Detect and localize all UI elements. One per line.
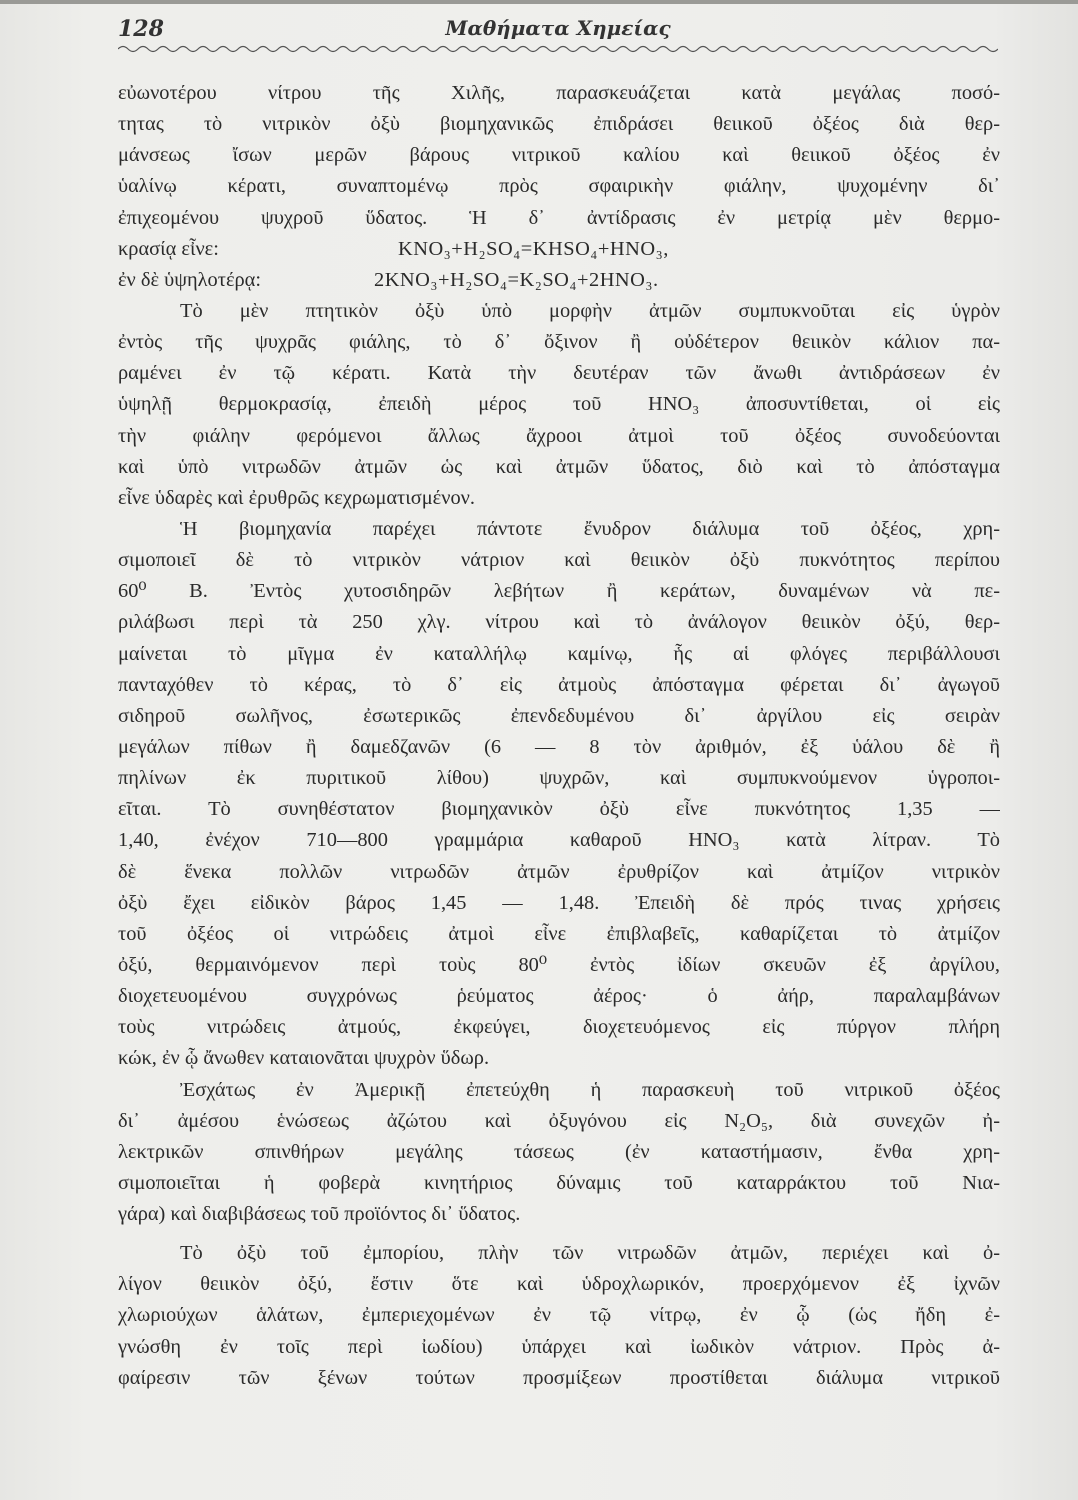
text-line: χλωριούχων ἁλάτων, ἐμπεριεχομένων ἐν τῷ νίτρῳ, ἐν ᾧ (ὡς ἤδη ἐ- bbox=[118, 1304, 1000, 1327]
text-line: γάρα) καὶ διαβιβάσεως τοῦ προϊόντος δι᾿ ὕδατος. bbox=[118, 1203, 521, 1226]
paragraph-1 bbox=[118, 78, 1000, 234]
page-body bbox=[118, 78, 1000, 1394]
text-line: πανταχόθεν τὸ κέρας, τὸ δ᾿ εἰς ἀτμοὺς ἀπόσταγμα φέρεται δι᾿ ἀγωγοῦ bbox=[118, 673, 1000, 696]
text-line: δι᾿ ἀμέσου ἑνώσεως ἀζώτου καὶ ὀξυγόνου εἰς N₂O₅, διὰ συνεχῶν ἠ- bbox=[118, 1109, 1000, 1132]
text-line: 60⁰ Β. Ἐντὸς χυτοσιδηρῶν λεβήτων ἢ κεράτων, δυναμένων νὰ πε- bbox=[118, 580, 1000, 603]
text-line: σιμοποιεῖ δὲ τὸ νιτρικὸν νάτριον καὶ θειικὸν ὀξὺ πυκνότητος περίπου bbox=[118, 549, 1000, 572]
paragraph-gap bbox=[118, 1230, 1000, 1238]
text-line: ὑαλίνῳ κέρατι, συναπτομένῳ πρὸς σφαιρικὴν φιάλην, ψυχομένην δι᾿ bbox=[118, 175, 1000, 198]
text-line: τὴν φιάλην φερόμενοι ἄλλως ἄχροοι ἀτμοὶ τοῦ ὀξέος συνοδεύονται bbox=[118, 424, 1000, 447]
text-line: ὀξύ, θερμαινόμενον περὶ τοὺς 80⁰ ἐντὸς ἰδίων σκευῶν ἐξ ἀργίλου, bbox=[118, 953, 1000, 976]
text-line: Ἐσχάτως ἐν Ἀμερικῇ ἐπετεύχθη ἡ παρασκευὴ τοῦ νιτρικοῦ ὀξέος bbox=[180, 1078, 1000, 1101]
chemical-equation: KNO₃+H₂SO₄=KHSO₄+HNO₃, bbox=[398, 237, 669, 260]
text-line: τητας τὸ νιτρικὸν ὀξὺ βιομηχανικῶς ἐπιδράσει θειικοῦ ὀξέος διὰ θερ- bbox=[118, 113, 1000, 136]
paragraph-2 bbox=[118, 296, 1000, 514]
text-line: ὀξὺ ἔχει εἰδικὸν βάρος 1,45 — 1,48. Ἐπειδὴ δὲ πρός τινας χρήσεις bbox=[118, 891, 1000, 914]
text-line: φαίρεσιν τῶν ξένων τούτων προσμίξεων προστίθεται διάλυμα νιτρικοῦ bbox=[118, 1366, 1000, 1389]
text-line: μάνσεως ἴσων μερῶν βάρους νιτρικοῦ καλίου καὶ θειικοῦ ὀξέος ἐν bbox=[118, 144, 1000, 167]
text-line: τοῦ ὀξέος οἱ νιτρώδεις ἀτμοὶ εἶνε ἐπιβλαβεῖς, καθαρίζεται τὸ ἀτμίζον bbox=[118, 922, 1000, 945]
text-line: δὲ ἕνεκα πολλῶν νιτρωδῶν ἀτμῶν ἐρυθρίζον καὶ ἀτμίζον νιτρικὸν bbox=[118, 860, 1000, 883]
text-line: τοὺς νιτρώδεις ἀτμούς, ἐκφεύγει, διοχετευόμενος εἰς πύργον πλήρη bbox=[118, 1016, 1000, 1039]
text-line: λεκτρικῶν σπινθήρων μεγάλης τάσεως (ἐν καταστήμασιν, ἔνθα χρη- bbox=[118, 1140, 1000, 1163]
text-line: γνώσθη ἐν τοῖς περὶ ἰωδίου) ὑπάρχει καὶ ἰωδικὸν νάτριον. Πρὸς ἀ- bbox=[118, 1335, 1000, 1358]
text-line: ἐντὸς τῆς ψυχρᾶς φιάλης, τὸ δ᾿ ὄξινον ἢ οὐδέτερον θειικὸν κάλιον πα- bbox=[118, 331, 1000, 354]
formula-row-2 bbox=[118, 265, 1000, 296]
text-line: μαίνεται τὸ μῖγμα ἐν καταλλήλῳ καμίνῳ, ἧς αἱ φλόγες περιβάλλουσι bbox=[118, 642, 1000, 665]
text-line: 1,40, ἐνέχον 710—800 γραμμάρια καθαροῦ HNO₃ κατὰ λίτραν. Τὸ bbox=[118, 829, 1000, 852]
scan-top-edge bbox=[0, 0, 1078, 4]
text-line: καὶ ὑπὸ νιτρωδῶν ἀτμῶν ὡς καὶ ἀτμῶν ὕδατος, διὸ καὶ τὸ ἀπόσταγμα bbox=[118, 455, 1000, 478]
text-line: σιδηροῦ σωλῆνος, ἐσωτερικῶς ἐπενδεδυμένου δι᾿ ἀργίλου εἰς σειρὰν bbox=[118, 704, 1000, 727]
text-line: ραμένει ἐν τῷ κέρατι. Κατὰ τὴν δευτέραν τῶν ἄνωθι ἀντιδράσεων ἐν bbox=[118, 362, 1000, 385]
text-line: μεγάλων πίθων ἢ δαμεδζανῶν (6 — 8 τὸν ἀριθμόν, ἐξ ὑάλου δὲ ἢ bbox=[118, 735, 1000, 758]
text-line: εὐωνοτέρου νίτρου τῆς Χιλῆς, παρασκευάζεται κατὰ μεγάλας ποσό- bbox=[118, 82, 1000, 104]
running-title: Μαθήματα Χημείας bbox=[445, 16, 671, 40]
text-line: Ἡ βιομηχανία παρέχει πάντοτε ἔνυδρον διάλυμα τοῦ ὀξέος, χρη- bbox=[180, 517, 1000, 540]
formula-label: κρασίᾳ εἶνε: bbox=[118, 237, 219, 260]
page-number: 128 bbox=[118, 16, 164, 42]
formula-row-1 bbox=[118, 234, 1000, 265]
text-line: ριλάβωσι περὶ τὰ 250 χλγ. νίτρου καὶ τὸ ἀνάλογον θειικὸν ὀξύ, θερ- bbox=[118, 611, 1000, 634]
text-line: εῖται. Τὸ συνηθέστατον βιομηχανικὸν ὀξὺ εἶνε πυκνότητος 1,35 — bbox=[118, 798, 1000, 821]
text-line: Τὸ ὀξὺ τοῦ ἐμπορίου, πλὴν τῶν νιτρωδῶν ἀτμῶν, περιέχει καὶ ὀ- bbox=[180, 1242, 1000, 1265]
chemical-equation: 2KNO₃+H₂SO₄=K₂SO₄+2HNO₃. bbox=[374, 268, 659, 291]
header-wavy-rule bbox=[118, 44, 998, 54]
text-line: λίγον θειικὸν ὀξύ, ἔστιν ὅτε καὶ ὑδροχλωρικόν, προερχόμενον ἐξ ἰχνῶν bbox=[118, 1273, 1000, 1296]
text-line: διοχετευομένου συγχρόνως ῥεύματος ἀέρος· ὁ ἀήρ, παραλαμβάνων bbox=[118, 985, 1000, 1008]
formula-label: ἐν δὲ ὑψηλοτέρᾳ: bbox=[118, 268, 262, 291]
text-line: ὑψηλῇ θερμοκρασίᾳ, ἐπειδὴ μέρος τοῦ HNO₃ ἀποσυντίθεται, οἱ εἰς bbox=[118, 393, 1000, 416]
text-line: Τὸ μὲν πτητικὸν ὀξὺ ὑπὸ μορφὴν ἀτμῶν συμπυκνοῦται εἰς ὑγρὸν bbox=[180, 299, 1000, 322]
text-line: πηλίνων ἐκ πυριτικοῦ λίθου) ψυχρῶν, καὶ συμπυκνούμενον ὑγροποι- bbox=[118, 767, 1000, 790]
paragraph-4 bbox=[118, 1075, 1000, 1231]
text-line: κώκ, ἐν ᾧ ἄνωθεν καταιονᾶται ψυχρὸν ὕδωρ. bbox=[118, 1047, 490, 1070]
page-header bbox=[118, 14, 998, 44]
text-line: ἐπιχεομένου ψυχροῦ ὕδατος. Ἡ δ᾿ ἀντίδρασις ἐν μετρίᾳ μὲν θερμο- bbox=[118, 206, 1000, 229]
text-line: σιμοποιεῖται ἡ φοβερὰ κινητήριος δύναμις τοῦ καταρράκτου τοῦ Νια- bbox=[118, 1171, 1000, 1194]
text-line: εἶνε ὑδαρὲς καὶ ἐρυθρῶς κεχρωματισμένον. bbox=[118, 486, 475, 509]
paragraph-5 bbox=[118, 1238, 1000, 1394]
paragraph-3 bbox=[118, 514, 1000, 1075]
